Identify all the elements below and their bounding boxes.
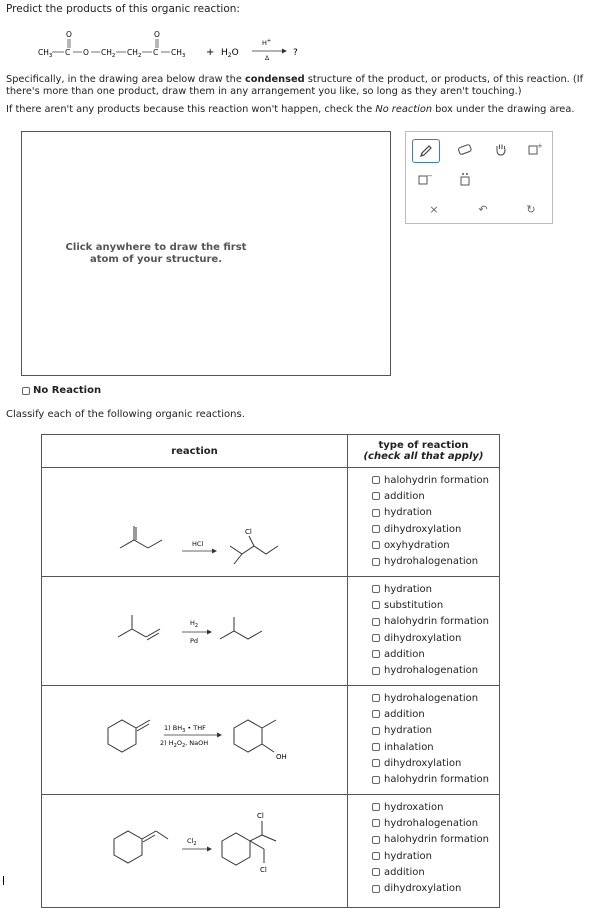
- classify-prompt: Classify each of the following organic reactions.: [6, 409, 245, 420]
- table-row: [42, 795, 500, 908]
- option-checkbox[interactable]: [372, 601, 380, 609]
- reaction-scheme-4: [42, 795, 347, 903]
- option-checkbox[interactable]: [372, 819, 380, 827]
- ethylidenecyclohexane-structure-4: [114, 831, 168, 863]
- option-label: halohydrin formation: [384, 834, 489, 846]
- option-row[interactable]: [372, 505, 499, 521]
- options-list-2: [348, 577, 499, 679]
- no-reaction-checkbox[interactable]: [22, 387, 30, 395]
- option-checkbox[interactable]: [372, 836, 380, 844]
- alkane-structure-2: [220, 617, 262, 639]
- option-row[interactable]: [372, 581, 499, 597]
- eq-water: $H_2O$: [221, 48, 239, 59]
- table-row: [42, 577, 500, 686]
- option-checkbox[interactable]: [372, 694, 380, 702]
- option-label: halohydrin formation: [384, 616, 489, 628]
- option-checkbox[interactable]: [372, 618, 380, 626]
- alkene-structure-2: [118, 615, 160, 640]
- eq-heat: Δ: [265, 55, 270, 62]
- reaction-cell-4: [42, 795, 348, 908]
- option-checkbox[interactable]: [372, 492, 380, 500]
- eq-ch2b: $CH_2$: [127, 48, 142, 59]
- option-checkbox[interactable]: [372, 509, 380, 517]
- options-list-4: [348, 795, 499, 897]
- question-prompt: Predict the products of this organic reaction:: [6, 3, 240, 15]
- header-type: type of reaction (check all that apply): [348, 435, 500, 468]
- option-row[interactable]: [372, 755, 499, 771]
- reaction-scheme-3: [42, 686, 347, 790]
- options-cell-3: [348, 686, 500, 795]
- option-row[interactable]: [372, 723, 499, 739]
- table-row: [42, 686, 500, 795]
- eraser-tool-button[interactable]: [454, 141, 476, 159]
- option-checkbox[interactable]: [372, 759, 380, 767]
- reagent-3-line2: 2) $H_2O_2$, NaOH: [160, 739, 209, 749]
- option-row[interactable]: [372, 646, 499, 662]
- option-label: hydration: [384, 583, 432, 595]
- product-label-3: OH: [276, 753, 287, 761]
- option-label: dihydroxylation: [384, 757, 462, 769]
- options-cell-1: [348, 468, 500, 577]
- reagent-4: $Cl_2$: [187, 837, 197, 847]
- reaction-cell-1: [42, 468, 348, 577]
- reaction-equation: [30, 28, 330, 68]
- option-row[interactable]: [372, 815, 499, 831]
- no-reaction-label: No Reaction: [33, 385, 102, 396]
- reagent-3-line1: 1) $BH_3$ • THF: [164, 724, 206, 734]
- option-label: addition: [384, 648, 425, 660]
- reagent-1: HCl: [192, 540, 204, 548]
- option-checkbox[interactable]: [372, 634, 380, 642]
- methylenecyclohexane-structure-3: [108, 720, 150, 752]
- redo-button[interactable]: ↻: [526, 202, 536, 216]
- eq-ch3-left: $CH_3$: [38, 48, 53, 59]
- option-row[interactable]: [372, 880, 499, 896]
- options-cell-4: [348, 795, 500, 908]
- dichloride-structure-4: [222, 821, 276, 865]
- alkene-structure-1: [120, 526, 162, 548]
- option-row[interactable]: [372, 832, 499, 848]
- option-label: hydrohalogenation: [384, 665, 479, 677]
- reaction-scheme-1: [42, 468, 347, 572]
- instructions-no-reaction: If there aren't any products because this reaction won't happen, check the No reaction box under the drawing area.: [6, 104, 575, 115]
- eq-c2: C: [153, 48, 159, 57]
- eq-plus: +: [206, 47, 215, 58]
- option-row[interactable]: [372, 521, 499, 537]
- reaction-scheme-2: [42, 577, 347, 681]
- option-row[interactable]: [372, 799, 499, 815]
- cyclohexylmethanol-structure-3: [234, 720, 276, 752]
- classification-table: [41, 434, 500, 908]
- product-label-4-top: Cl: [257, 812, 264, 820]
- option-row[interactable]: [372, 472, 499, 488]
- charge-minus-button[interactable]: [414, 170, 436, 188]
- box-minus-icon: [417, 171, 433, 187]
- svg-text:−: −: [427, 172, 433, 180]
- option-row[interactable]: [372, 690, 499, 706]
- option-label: dihydroxylation: [384, 632, 462, 644]
- option-label: hydration: [384, 850, 432, 862]
- option-row[interactable]: [372, 706, 499, 722]
- option-checkbox[interactable]: [372, 667, 380, 675]
- pencil-tool-button[interactable]: [412, 139, 440, 163]
- option-row[interactable]: [372, 597, 499, 613]
- undo-button[interactable]: ↶: [478, 202, 488, 216]
- option-label: hydration: [384, 507, 432, 519]
- product-label-1: Cl: [245, 528, 252, 536]
- eq-ch3-right: $CH_3$: [171, 48, 186, 59]
- reagent-2-line2: Pd: [190, 637, 199, 645]
- option-checkbox[interactable]: [372, 803, 380, 811]
- options-list-1: [348, 468, 499, 570]
- option-row[interactable]: [372, 537, 499, 553]
- option-label: hydrohalogenation: [384, 817, 479, 829]
- option-checkbox[interactable]: [372, 525, 380, 533]
- option-label: dihydroxylation: [384, 523, 462, 535]
- option-row[interactable]: [372, 662, 499, 678]
- product-label-4-bottom: Cl: [260, 866, 267, 874]
- option-label: dihydroxylation: [384, 883, 462, 895]
- box-plus-icon: [527, 141, 543, 157]
- option-label: addition: [384, 490, 425, 502]
- option-label: hydrohalogenation: [384, 692, 479, 704]
- option-label: halohydrin formation: [384, 474, 489, 486]
- options-cell-2: [348, 577, 500, 686]
- option-label: inhalation: [384, 741, 434, 753]
- option-checkbox[interactable]: [372, 868, 380, 876]
- option-label: addition: [384, 866, 425, 878]
- option-row[interactable]: [372, 553, 499, 569]
- option-label: hydrohalogenation: [384, 556, 479, 568]
- eq-c1: C: [65, 48, 71, 57]
- text-cursor: [3, 876, 4, 885]
- option-checkbox[interactable]: [372, 476, 380, 484]
- option-checkbox[interactable]: [372, 541, 380, 549]
- clear-button[interactable]: ×: [429, 202, 439, 216]
- drawing-toolbar: [405, 131, 553, 224]
- reaction-cell-2: [42, 577, 348, 686]
- options-list-3: [348, 686, 499, 788]
- option-checkbox[interactable]: [372, 776, 380, 784]
- drawing-hint: Click anywhere to draw the first atom of your structure.: [65, 242, 247, 265]
- option-row[interactable]: [372, 488, 499, 504]
- option-checkbox[interactable]: [372, 710, 380, 718]
- eq-ch2a: $CH_2$: [101, 48, 116, 59]
- eq-carbonyl-o-2: O: [154, 30, 160, 39]
- lone-pair-button[interactable]: [454, 170, 476, 188]
- table-row: [42, 468, 500, 577]
- option-row[interactable]: [372, 771, 499, 787]
- eraser-icon: [456, 143, 474, 157]
- svg-text:+: +: [537, 142, 543, 150]
- eq-o-bridge: O: [83, 48, 89, 57]
- eq-carbonyl-o-1: O: [66, 30, 72, 39]
- header-reaction: reaction: [42, 435, 348, 468]
- option-row[interactable]: [372, 848, 499, 864]
- no-reaction-checkbox-row[interactable]: [22, 385, 101, 396]
- option-label: hydroxation: [384, 801, 444, 813]
- option-checkbox[interactable]: [372, 743, 380, 751]
- pencil-icon: [418, 143, 434, 159]
- option-checkbox[interactable]: [372, 727, 380, 735]
- hand-tool-button[interactable]: [490, 140, 512, 158]
- eq-product-unknown: ?: [293, 48, 298, 58]
- option-row[interactable]: [372, 630, 499, 646]
- option-label: addition: [384, 708, 425, 720]
- option-label: halohydrin formation: [384, 774, 489, 786]
- option-checkbox[interactable]: [372, 650, 380, 658]
- option-row[interactable]: [372, 614, 499, 630]
- option-label: oxyhydration: [384, 539, 450, 551]
- lone-pair-icon: [457, 171, 473, 187]
- reagent-2-line1: $H_2$: [190, 619, 199, 629]
- reaction-cell-3: [42, 686, 348, 795]
- hand-icon: [493, 141, 509, 157]
- option-label: substitution: [384, 599, 444, 611]
- option-label: hydration: [384, 725, 432, 737]
- instructions-specific: Specifically, in the drawing area below draw the condensed structure of the product, or products, of this reaction. (If there's more than one product, draw them in any arrangement you like, so long as they aren't touching.): [6, 74, 584, 97]
- option-checkbox[interactable]: [372, 852, 380, 860]
- charge-plus-button[interactable]: [524, 140, 546, 158]
- option-checkbox[interactable]: [372, 585, 380, 593]
- option-row[interactable]: [372, 864, 499, 880]
- option-checkbox[interactable]: [372, 558, 380, 566]
- option-row[interactable]: [372, 739, 499, 755]
- eq-catalyst: H+: [262, 38, 272, 47]
- alkyl-halide-structure-1: [230, 536, 278, 564]
